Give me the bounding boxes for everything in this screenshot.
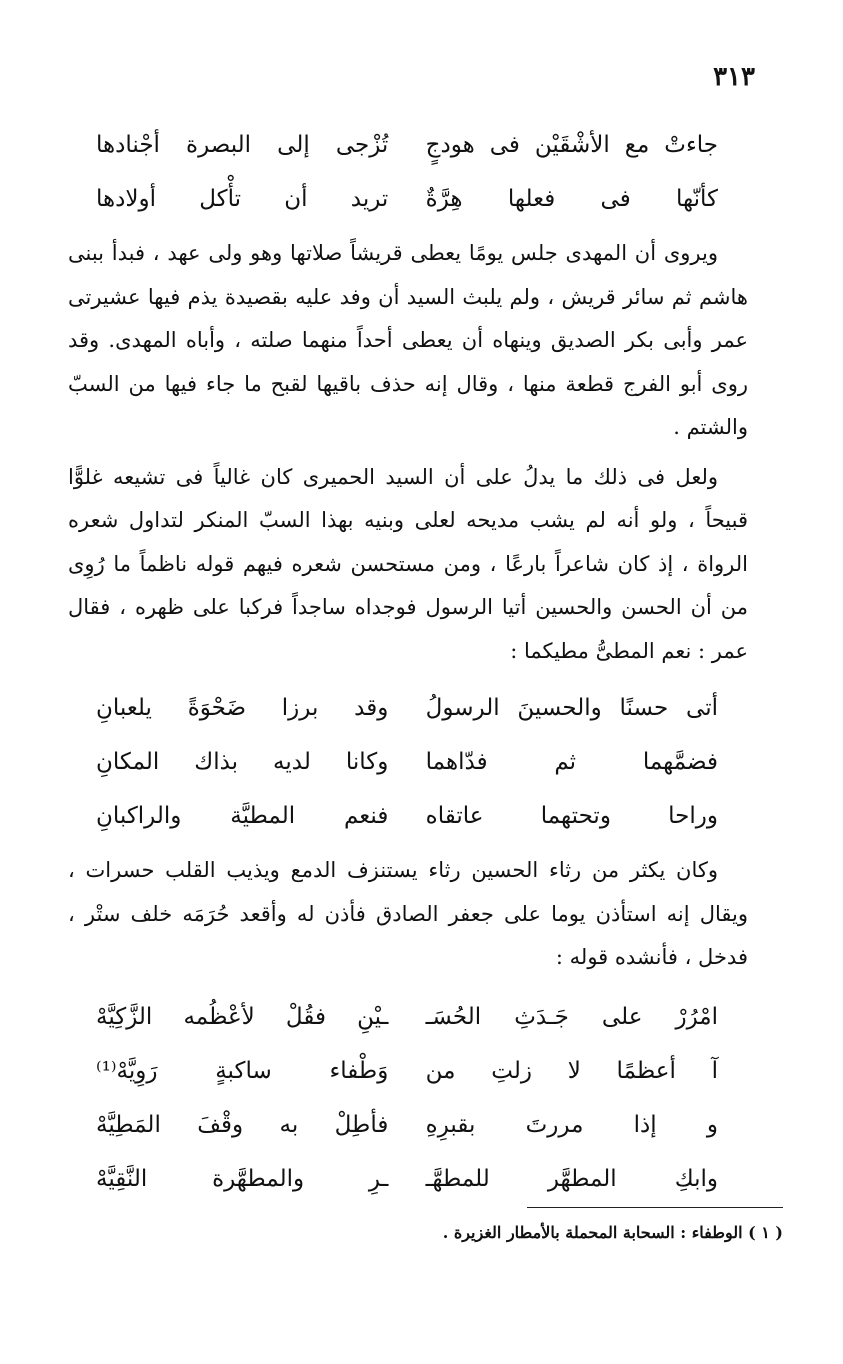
poem-line [68, 681, 748, 735]
first-hemistich: و إذا مررتَ بقبرِهِ [425, 1111, 718, 1138]
second-hemistich: تُزْجى إلى البصرة أجْنادها [96, 132, 389, 158]
first-hemistich: آ أعظمًا لا زلتِ من [425, 1057, 718, 1084]
page-number: ٣١٣ [713, 62, 755, 92]
first-hemistich: جاءتْ مع الأشْقَيْن فى هودجٍ [425, 132, 718, 158]
poem-3 [68, 990, 748, 1206]
second-hemistich: وَطْفاء ساكبةٍ رَوِيَّهْ⁽¹⁾ [96, 1057, 389, 1084]
paragraph-2: ولعل فى ذلك ما يدلُ على أن السيد الحميرى كان غالياً فى تشيعه غلوًّا قبيحاً ، ولو أنه لم يشب مديحه لعلى وبنيه بهذا السبّ المنكر لتداول شعره الرواة ، إذ كان شاعراً بارعًا ، ومن مستحسن شعره فيهم قوله ناظماً ما رُوِى من أن الحسن والحسين أتيا الرسول فوجداه ساجداً فركبا على ظهره ، فقال عمر : نعم المطىُّ مطيكما : [68, 464, 748, 663]
second-hemistich: فنعم المطيَّة والراكبانِ [96, 803, 389, 829]
first-hemistich: وراحا وتحتهما عاتقاه [425, 803, 718, 829]
footnote: ( ١ ) الوطفاء : السحابة المحملة بالأمطار الغزيرة . [442, 1223, 783, 1242]
poem-line [68, 735, 748, 789]
poem-line [68, 1098, 748, 1152]
first-hemistich: كأنّها فى فعلها هِرَّةٌ [425, 186, 718, 212]
poem-line [68, 172, 748, 226]
poem-line [68, 789, 748, 843]
poem-1 [68, 118, 748, 226]
first-hemistich: امْرُرْ على جَـدَثِ الحُسَـ [425, 1003, 718, 1030]
poem-line [68, 118, 748, 172]
first-hemistich: أتى حسنًا والحسينَ الرسولُ [425, 695, 718, 721]
paragraph-3: وكان يكثر من رثاء الحسين رثاء يستنزف الدمع ويذيب القلب حسرات ، ويقال إنه استأذن يوما على جعفر الصادق فأذن له وأقعد حُرَمَه خلف ستْر ، فدخل ، فأنشده قوله : [68, 858, 748, 969]
poem-2 [68, 681, 748, 843]
second-hemistich: تريد أن تأْكل أولادها [96, 186, 389, 212]
poem-line [68, 1044, 748, 1098]
paragraph-1: ويروى أن المهدى جلس يومًا يعطى قريشاً صلاتها وهو ولى عهد ، فبدأ ببنى هاشم ثم سائر قريش ، ولم يلبث السيد أن وفد عليه بقصيدة يذم فيها عشيرتى عمر وأبى بكر الصديق وينهاه أن يعطى أحداً منهما صلته ، وأباه المهدى. وقد روى أبو الفرج قطعة منها ، وقال إنه حذف باقيها لقبح ما جاء فيها من السبّ والشتم . [68, 241, 748, 439]
second-hemistich: وقد برزا ضَحْوَةً يلعبانِ [96, 695, 389, 721]
poem-line [68, 1152, 748, 1206]
second-hemistich: وكانا لديه بذاك المكانِ [96, 749, 389, 775]
poem-line [68, 990, 748, 1044]
second-hemistich: فأطِلْ به وقْفَ المَطِيَّهْ [96, 1111, 389, 1138]
footnote-divider [527, 1207, 783, 1208]
second-hemistich: ـيْنِ فقُلْ لأعْظُمه الزَّكِيَّهْ [96, 1003, 389, 1030]
first-hemistich: فضمَّهما ثم فدّاهما [425, 749, 718, 775]
page-body [68, 118, 748, 1208]
second-hemistich: ـرِ والمطهَّرة النَّقِيَّهْ [96, 1165, 389, 1192]
first-hemistich: وابكِ المطهَّر للمطهَّـ [425, 1165, 718, 1192]
